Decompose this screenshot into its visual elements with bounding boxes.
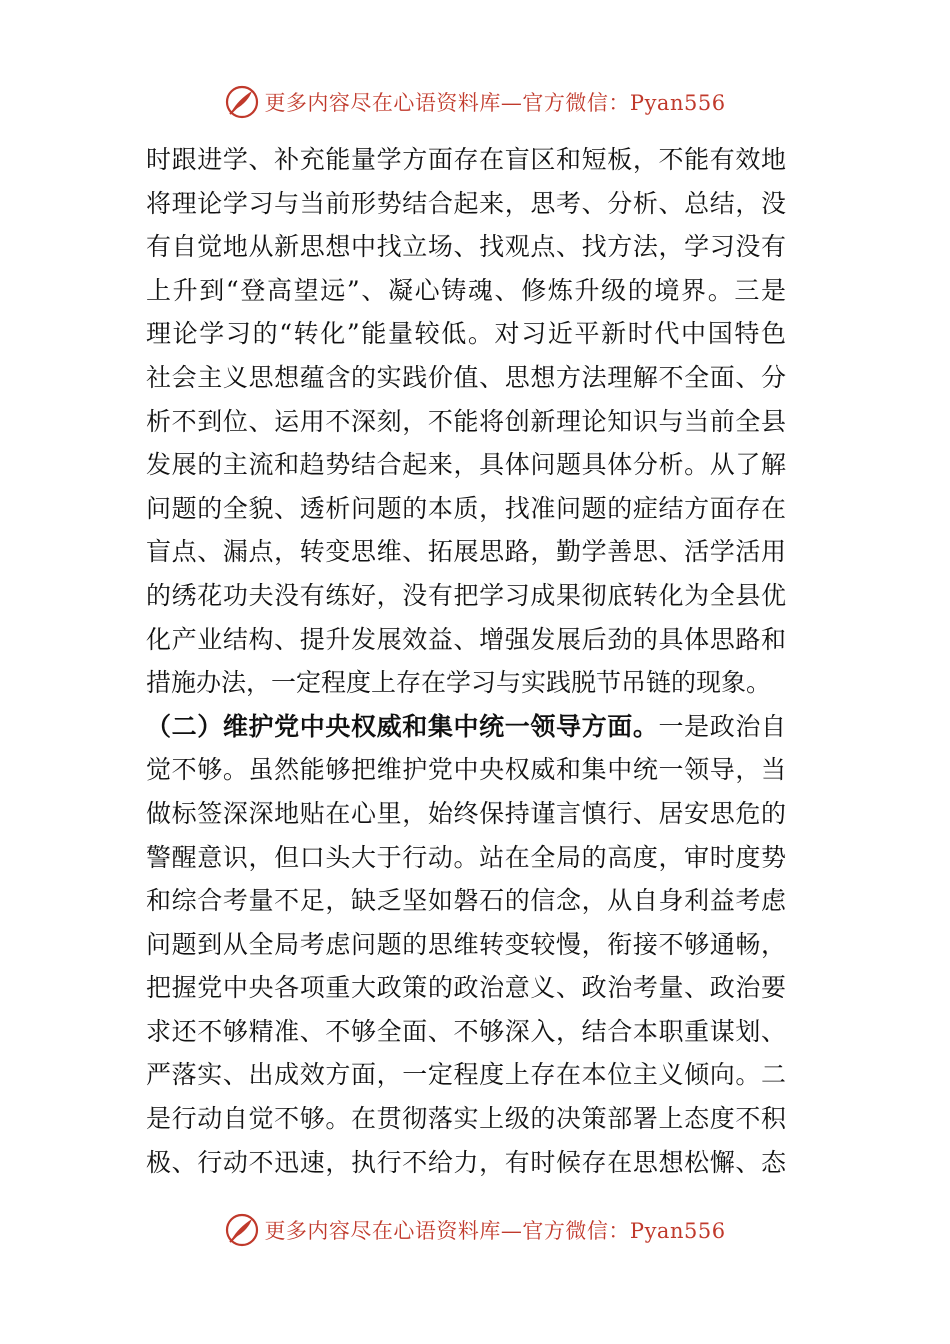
quill-logo-icon (224, 1212, 260, 1248)
section-line: 求还不够精准、不够全面、不够深入，结合本职重谋划、 (146, 1016, 786, 1046)
section-line: 把握党中央各项重大政策的政治意义、政治考量、政治要 (146, 973, 786, 1003)
body-line: 问题的全貌、透析问题的本质，找准问题的症结方面存在 (146, 493, 786, 523)
body-line-paragraph-end: 措施办法，一定程度上存在学习与实践脱节吊链的现象。 (146, 668, 772, 698)
section-line: 做标签深深地贴在心里，始终保持谨言慎行、居安思危的 (146, 798, 786, 828)
body-line: 有自觉地从新思想中找立场、找观点、找方法，学习没有 (146, 232, 786, 262)
header-banner-text: 更多内容尽在心语资料库—官方微信：Pyan556 (264, 91, 726, 115)
section-line: 严落实、出成效方面，一定程度上存在本位主义倾向。二 (146, 1060, 786, 1090)
footer-banner-text: 更多内容尽在心语资料库—官方微信：Pyan556 (264, 1219, 726, 1243)
body-line: 理论学习的“转化”能量较低。对习近平新时代中国特色 (146, 319, 786, 349)
footer-banner (0, 1210, 950, 1250)
header-banner (0, 82, 950, 122)
body-line: 盲点、漏点，转变思维、拓展思路，勤学善思、活学活用 (146, 537, 786, 567)
body-line: 将理论学习与当前形势结合起来，思考、分析、总结，没 (146, 188, 786, 218)
section-line: 极、行动不迅速，执行不给力，有时候存在思想松懈、态 (146, 1147, 786, 1177)
document-body (146, 138, 786, 1184)
body-line: 的绣花功夫没有练好，没有把学习成果彻底转化为全县优 (146, 580, 786, 610)
section-line: 觉不够。虽然能够把维护党中央权威和集中统一领导，当 (146, 755, 786, 785)
body-line: 发展的主流和趋势结合起来，具体问题具体分析。从了解 (146, 450, 786, 480)
body-line: 时跟进学、补充能量学方面存在盲区和短板，不能有效地 (146, 145, 786, 174)
body-line: 析不到位、运用不深刻，不能将创新理论知识与当前全县 (146, 406, 786, 436)
section-heading-tail: 一是政治自 (658, 711, 786, 741)
body-line: 上升到“登高望远”、凝心铸魂、修炼升级的境界。三是 (146, 275, 786, 305)
section-line: 问题到从全局考虑问题的思维转变较慢，衔接不够通畅， (146, 929, 786, 959)
section-heading-line (146, 705, 786, 749)
section-line: 警醒意识，但口头大于行动。站在全局的高度，审时度势 (146, 842, 786, 872)
section-line: 和综合考量不足，缺乏坚如磐石的信念，从自身利益考虑 (146, 886, 786, 916)
section-line: 是行动自觉不够。在贯彻落实上级的决策部署上态度不积 (146, 1104, 786, 1134)
section-heading: （二）维护党中央权威和集中统一领导方面。 (146, 711, 659, 741)
body-line: 化产业结构、提升发展效益、增强发展后劲的具体思路和 (146, 624, 786, 654)
body-line: 社会主义思想蕴含的实践价值、思想方法理解不全面、分 (146, 362, 786, 392)
quill-logo-icon (224, 84, 260, 120)
